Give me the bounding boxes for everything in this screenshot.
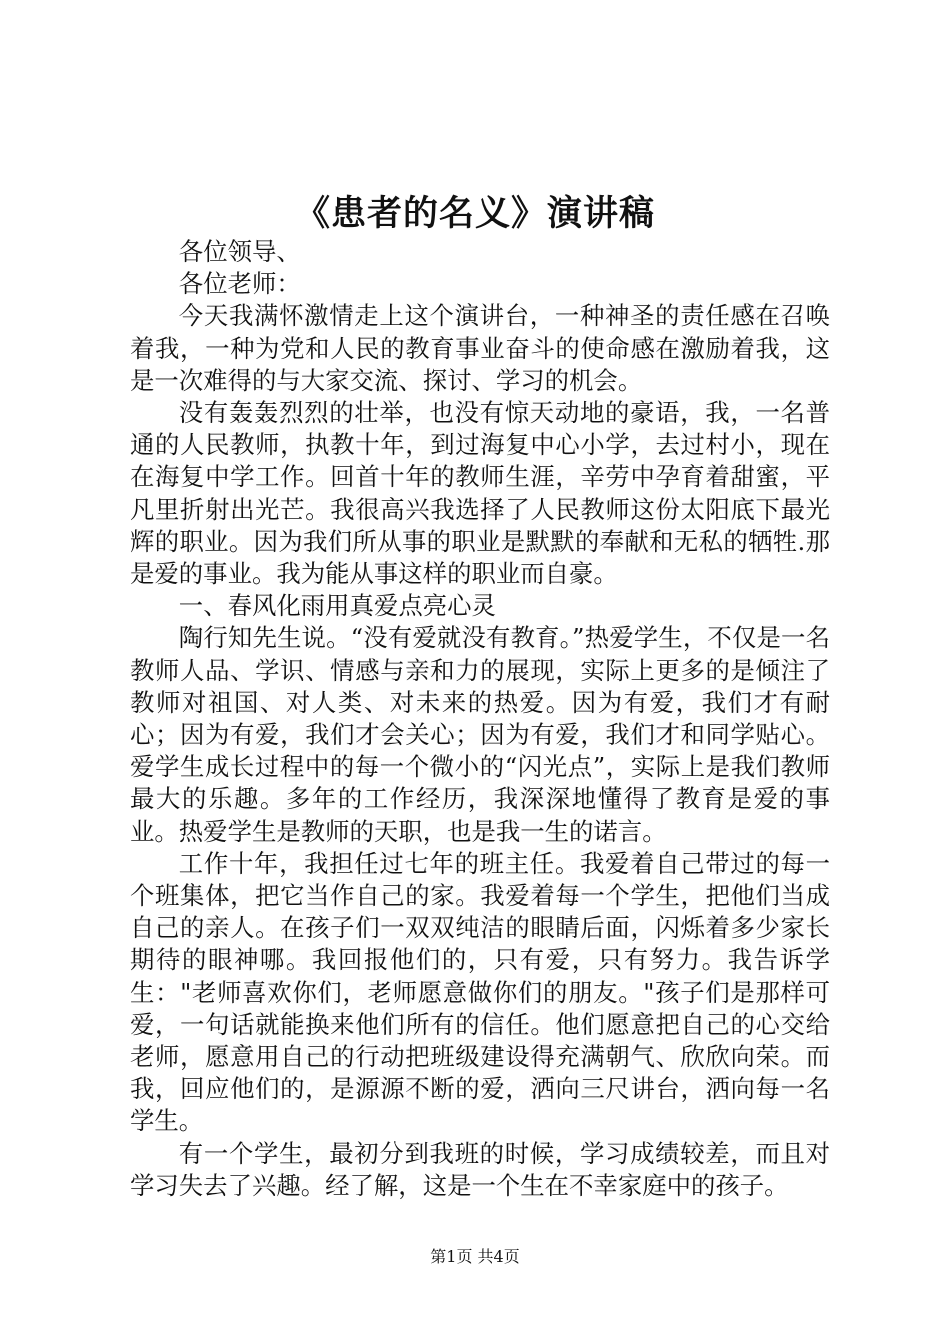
page-footer: 第1页 共4页: [430, 1247, 520, 1266]
paragraph-love-education: 陶行知先生说。“没有爱就没有教育。”热爱学生，不仅是一名教师人品、学识、情感与亲和力的展现，实际上更多的是倾注了教师对祖国、对人类、对未来的热爱。因为有爱，我们才有耐心；因为有爱，我们才会关心；因为有爱，我们才和同学贴心。爱学生成长过程中的每一个微小的“闪光点”，实际上是我们教师最大的乐趣。多年的工作经历，我深深地懂得了教育是爱的事业。热爱学生是教师的天职，也是我一生的诺言。: [130, 623, 830, 846]
document-title: 《患者的名义》演讲稿: [294, 193, 655, 234]
paragraph-background: 没有轰轰烈烈的壮举，也没有惊天动地的豪语，我，一名普通的人民教师，执教十年，到过海复中心小学，去过村小，现在在海复中学工作。回首十年的教师生涯，辛劳中孕育着甜蜜，平凡里折射出光芒。我很高兴我选择了人民教师这份太阳底下最光辉的职业。因为我们所从事的职业是默默的奉献和无私的牺牲.那是爱的事业。我为能从事这样的职业而自豪。: [130, 398, 830, 589]
paragraph-intro: 今天我满怀激情走上这个演讲台，一种神圣的责任感在召唤着我，一种为党和人民的教育事业奋斗的使命感在激励着我，这是一次难得的与大家交流、探讨、学习的机会。: [130, 301, 830, 395]
salutation-teachers: 各位老师：: [178, 269, 301, 299]
paragraph-class-teacher: 工作十年，我担任过七年的班主任。我爱着自己带过的每一个班集体，把它当作自己的家。我爱着每一个学生，把他们当成自己的亲人。在孩子们一双双纯洁的眼睛后面，闪烁着多少家长期待的眼神哪。我回报他们的，只有爱，只有努力。我告诉学生："老师喜欢你们，老师愿意做你们的朋友。"孩子们是那样可爱，一句话就能换来他们所有的信任。他们愿意把自己的心交给老师，愿意用自己的行动把班级建设得充满朝气、欣欣向荣。而我，回应他们的，是源源不断的爱，洒向三尺讲台，洒向每一名学生。: [130, 848, 830, 1136]
salutation-leaders: 各位领导、: [178, 237, 301, 266]
section-heading-1: 一、春风化雨用真爱点亮心灵: [178, 591, 496, 621]
paragraph-student-story: 有一个学生，最初分到我班的时候，学习成绩较差，而且对学习失去了兴趣。经了解，这是一个生在不幸家庭中的孩子。: [130, 1138, 830, 1200]
document-body: [130, 236, 830, 1202]
